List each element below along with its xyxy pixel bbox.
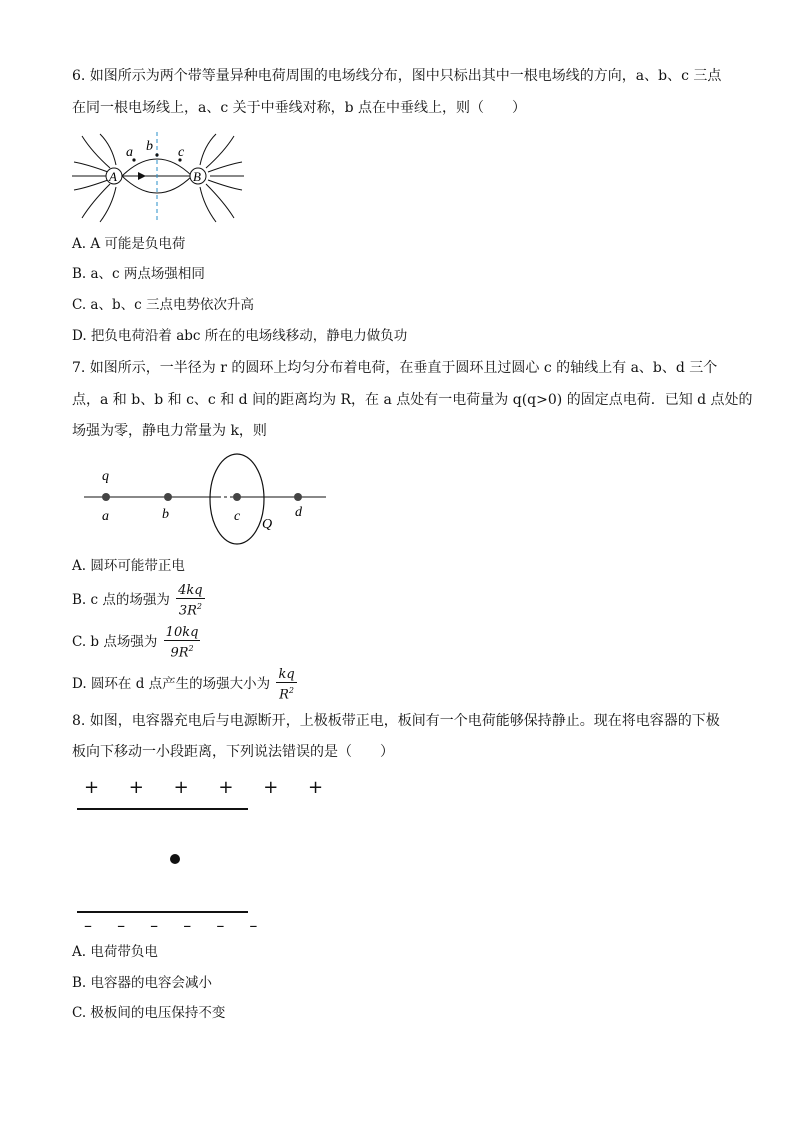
- q7-option-d-numerator: kq: [278, 667, 295, 682]
- q7-option-d-fraction: [276, 667, 296, 702]
- q7-option-c-denominator: $9R^2$: [170, 644, 194, 661]
- q7-ring-axis-figure: [84, 452, 326, 547]
- q7-option-c-numerator: 10kq: [165, 625, 199, 640]
- q7-label-a: a: [102, 509, 109, 524]
- q6-option-d: D. 把负电荷沿着 abc 所在的电场线移动，静电力做负功: [72, 328, 408, 344]
- q7-option-d: [72, 667, 297, 702]
- q7-label-Q: Q: [262, 517, 273, 532]
- q8-lower-plate: [77, 911, 248, 913]
- q6-option-b: B. a、c 两点场强相同: [72, 266, 205, 282]
- q8-upper-plate: [77, 808, 248, 810]
- q7-label-q: q: [102, 469, 109, 484]
- q7-option-d-prefix: D. 圆环在 d 点产生的场强大小为: [72, 676, 271, 693]
- q8-stem-line1: 8. 如图，电容器充电后与电源断开，上极板带正电，板间有一个电荷能够保持静止。现在将电容器的下极: [72, 713, 720, 729]
- q6-field-lines-figure: [72, 132, 244, 224]
- q7-label-b: b: [162, 507, 169, 522]
- q7-option-b: [72, 583, 205, 618]
- q7-option-a: A. 圆环可能带正电: [72, 558, 185, 574]
- q7-label-d: d: [295, 505, 302, 520]
- q6-stem-line1: 6. 如图所示为两个带等量异种电荷周围的电场线分布，图中只标出其中一根电场线的方向，a、b、c 三点: [72, 68, 722, 84]
- q7-label-c: c: [234, 509, 241, 524]
- q6-option-c: C. a、b、c 三点电势依次升高: [72, 297, 254, 313]
- q6-stem-line2: 在同一根电场线上，a、c 关于中垂线对称，b 点在中垂线上，则（ ）: [72, 100, 527, 116]
- q6-option-a: A. A 可能是负电荷: [72, 236, 186, 252]
- q6-label-b: b: [146, 139, 153, 154]
- q8-stem-line2: 板向下移动一小段距离，下列说法错误的是（ ）: [72, 744, 394, 760]
- q7-option-c-prefix: C. b 点场强为: [72, 634, 158, 651]
- q6-direction-arrow: [138, 172, 146, 180]
- q6-label-a: a: [126, 145, 133, 160]
- q8-charged-particle: [170, 854, 180, 864]
- q7-option-c: [72, 625, 200, 660]
- q8-minus-signs: – – – – – –: [84, 916, 268, 935]
- q7-option-c-fraction: [164, 625, 201, 660]
- q7-option-b-numerator: 4kq: [178, 583, 203, 598]
- q6-label-c: c: [178, 145, 185, 160]
- q8-plus-signs: + + + + + +: [84, 777, 336, 798]
- q7-option-b-prefix: B. c 点的场强为: [72, 592, 170, 609]
- q7-option-b-denominator: $3R^2$: [178, 602, 202, 619]
- q7-stem-line3: 场强为零，静电力常量为 k，则: [72, 423, 267, 439]
- q8-option-c: C. 极板间的电压保持不变: [72, 1005, 226, 1021]
- q7-stem-line1: 7. 如图所示，一半径为 r 的圆环上均匀分布着电荷，在垂直于圆环且过圆心 c 的轴线上有 a、b、d 三个: [72, 360, 718, 376]
- q7-option-b-fraction: [176, 583, 204, 618]
- q6-label-B: B: [193, 169, 201, 184]
- q8-option-b: B. 电容器的电容会减小: [72, 975, 213, 991]
- q6-label-A: A: [109, 169, 117, 184]
- q7-stem-line2: 点，a 和 b、b 和 c、c 和 d 间的距离均为 R，在 a 点处有一电荷量为 q(q>0) 的固定点电荷．已知 d 点处的: [72, 392, 753, 408]
- q7-option-d-denominator: $R^2$: [279, 686, 294, 703]
- q8-option-a: A. 电荷带负电: [72, 944, 158, 960]
